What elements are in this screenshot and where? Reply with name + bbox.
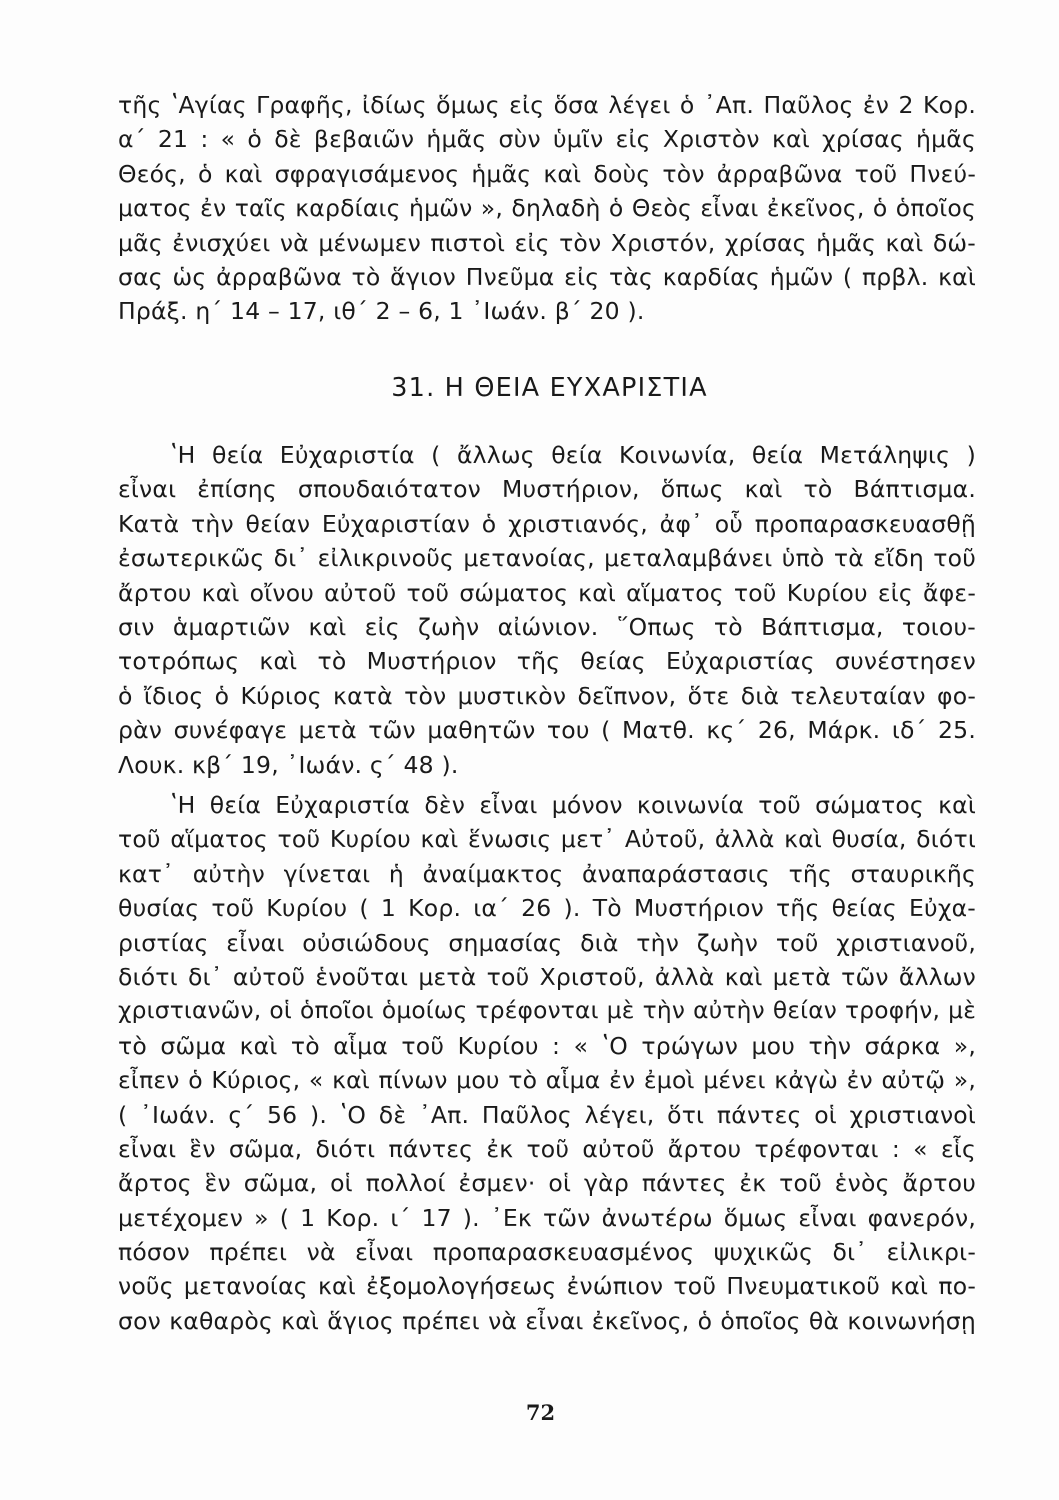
text-line: σας ὡς ἀρραβῶνα τὸ ἅγιον Πνεῦμα εἰς τὰς καρδίας ἡμῶν ( πρβλ. καὶ (118, 262, 976, 291)
text-line: ριστίας εἶναι οὐσιώδους σημασίας διὰ τὴν ζωὴν τοῦ χριστιανοῦ, (118, 928, 976, 957)
paragraph-previous-section (118, 88, 976, 329)
text-line: Θεός, ὁ καὶ σφραγισάμενος ἡμᾶς καὶ δοὺς τὸν ἀρραβῶνα τοῦ Πνεύ- (118, 159, 976, 188)
text-line: κατ᾽ αὐτὴν γίνεται ἡ ἀναίμακτος ἀναπαράστασις τῆς σταυρικῆς (118, 859, 976, 888)
text-line: ʽΗ θεία Εὐχαριστία ( ἄλλως θεία Κοινωνία, θεία Μετάληψις ) (170, 441, 976, 469)
text-line: α΄ 21 : « ὁ δὲ βεβαιῶν ἡμᾶς σὺν ὑμῖν εἰς Χριστὸν καὶ χρίσας ἡμᾶς (118, 125, 976, 154)
text-line: εἶναι ἐπίσης σπουδαιότατον Μυστήριον, ὅπως καὶ τὸ Βάπτισμα. (118, 475, 976, 504)
text-line: τοῦ αἵματος τοῦ Κυρίου καὶ ἕνωσις μετ᾽ Αὐτοῦ, ἀλλὰ καὶ θυσία, διότι (118, 825, 976, 854)
text-line: σιν ἁμαρτιῶν καὶ εἰς ζωὴν αἰώνιον. ῞Οπως τὸ Βάπτισμα, τοιου- (118, 612, 976, 641)
section-heading: 31. Η ΘΕΙΑ ΕΥΧΑΡΙΣΤΙΑ (391, 373, 708, 403)
text-line: ρὰν συνέφαγε μετὰ τῶν μαθητῶν του ( Ματθ. κς΄ 26, Μάρκ. ιδ΄ 25. (118, 716, 976, 745)
text-line: ʽΗ θεία Εὐχαριστία δὲν εἶναι μόνον κοινωνία τοῦ σώματος καὶ (170, 791, 976, 819)
text-line: διότι δι᾽ αὐτοῦ ἑνοῦται μετὰ τοῦ Χριστοῦ, ἀλλὰ καὶ μετὰ τῶν ἄλλων (118, 962, 976, 991)
text-line: Πράξ. η΄ 14 – 17, ιθ΄ 2 – 6, 1 ᾽Ιωάν. β΄ 20 ). (118, 297, 645, 326)
text-line: ὁ ἴδιος ὁ Κύριος κατὰ τὸν μυστικὸν δεῖπνον, ὅτε διὰ τελευταίαν φο- (118, 681, 976, 710)
text-line: ἄρτου καὶ οἴνου αὐτοῦ τοῦ σώματος καὶ αἵματος τοῦ Κυρίου εἰς ἄφε- (118, 578, 976, 607)
page-number: 72 (525, 1400, 556, 1425)
paragraph-eucharist-intro (118, 438, 976, 782)
text-line: τὸ σῶμα καὶ τὸ αἷμα τοῦ Κυρίου : « ʽΟ τρώγων μου τὴν σάρκα », (118, 1031, 976, 1060)
text-line: Λουκ. κβ΄ 19, ᾽Ιωάν. ς΄ 48 ). (118, 750, 459, 779)
text-line: ματος ἐν ταῖς καρδίαις ἡμῶν », δηλαδὴ ὁ Θεὸς εἶναι ἐκεῖνος, ὁ ὁποῖος (118, 194, 976, 223)
text-line: εἶπεν ὁ Κύριος, « καὶ πίνων μου τὸ αἷμα ἐν ἐμοὶ μένει κἀγὼ ἐν αὐτῷ », (118, 1066, 976, 1095)
text-line: εἶναι ἓν σῶμα, διότι πάντες ἐκ τοῦ αὐτοῦ ἄρτου τρέφονται : « εἷς (118, 1134, 976, 1163)
text-line: ( ᾽Ιωάν. ς΄ 56 ). ʽΟ δὲ ᾽Απ. Παῦλος λέγει, ὅτι πάντες οἱ χριστιανοὶ (118, 1100, 976, 1129)
text-line: ἐσωτερικῶς δι᾽ εἰλικρινοῦς μετανοίας, μεταλαμβάνει ὑπὸ τὰ εἴδη τοῦ (118, 544, 976, 573)
text-line: τοτρόπως καὶ τὸ Μυστήριον τῆς θείας Εὐχαριστίας συνέστησεν (118, 647, 976, 676)
paragraph-eucharist-sacrifice (118, 788, 976, 1338)
text-line: σον καθαρὸς καὶ ἅγιος πρέπει νὰ εἶναι ἐκεῖνος, ὁ ὁποῖος θὰ κοινωνήσῃ (118, 1306, 976, 1335)
text-line: τῆς ʽΑγίας Γραφῆς, ἰδίως ὅμως εἰς ὅσα λέγει ὁ ᾽Απ. Παῦλος ἐν 2 Κορ. (118, 91, 976, 119)
text-line: ἄρτος ἓν σῶμα, οἱ πολλοί ἐσμεν· οἱ γὰρ πάντες ἐκ τοῦ ἑνὸς ἄρτου (118, 1169, 976, 1198)
text-line: μᾶς ἐνισχύει νὰ μένωμεν πιστοὶ εἰς τὸν Χριστόν, χρίσας ἡμᾶς καὶ δώ- (118, 228, 976, 257)
text-line: μετέχομεν » ( 1 Κορ. ι΄ 17 ). ᾽Εκ τῶν ἀνωτέρω ὅμως εἶναι φανερόν, (118, 1203, 976, 1232)
text-line: πόσον πρέπει νὰ εἶναι προπαρασκευασμένος ψυχικῶς δι᾽ εἰλικρι- (118, 1238, 976, 1267)
text-line: νοῦς μετανοίας καὶ ἐξομολογήσεως ἐνώπιον τοῦ Πνευματικοῦ καὶ πο- (118, 1272, 976, 1301)
text-line: θυσίας τοῦ Κυρίου ( 1 Κορ. ια΄ 26 ). Τὸ Μυστήριον τῆς θείας Εὐχα- (118, 894, 976, 923)
text-line: Κατὰ τὴν θείαν Εὐχαριστίαν ὁ χριστιανός, ἀφ᾽ οὗ προπαρασκευασθῇ (118, 509, 976, 538)
text-line: χριστιανῶν, οἱ ὁποῖοι ὁμοίως τρέφονται μὲ τὴν αὐτὴν θείαν τροφήν, μὲ (118, 997, 976, 1025)
